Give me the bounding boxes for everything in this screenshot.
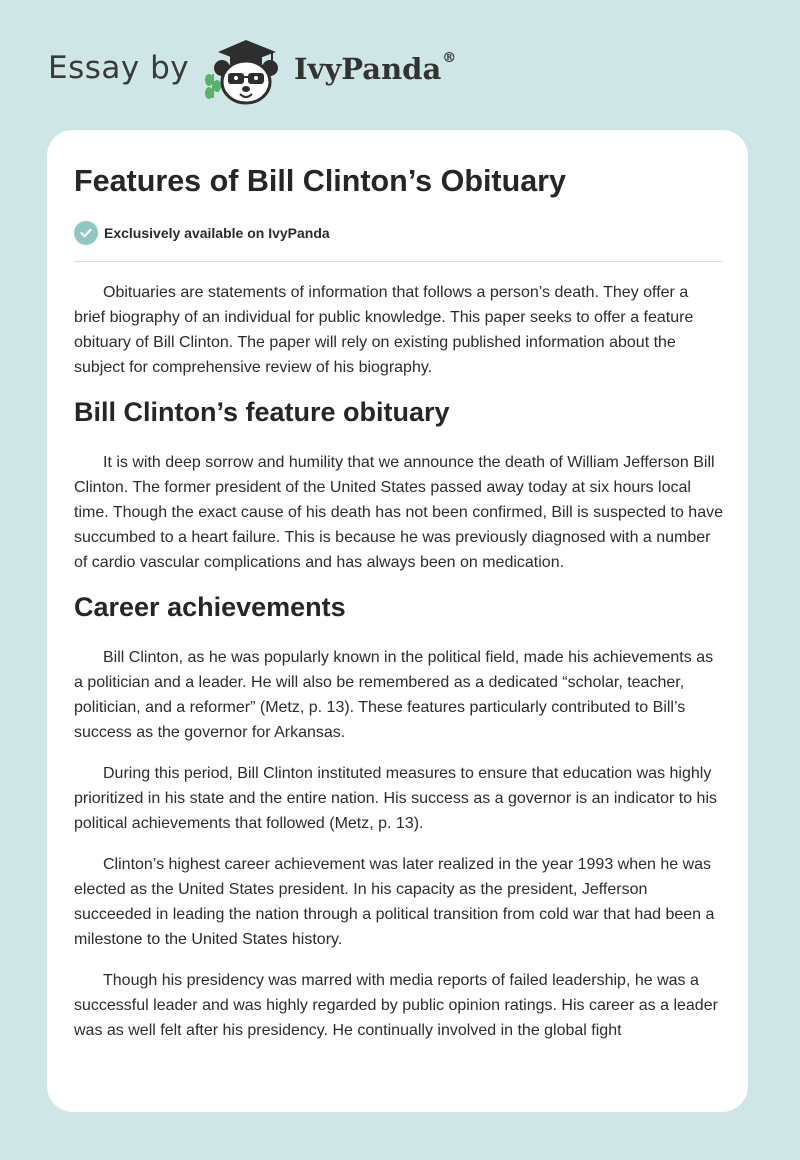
paragraph: Though his presidency was marred with media reports of failed leadership, he was a successful leader and was highly regarded by public opinion ratings. His career as a leader was as well felt after his presidency. He continually involved in the global fight (74, 972, 718, 1039)
article-body (74, 280, 723, 1059)
badge-label: Exclusively available on IvyPanda (104, 225, 330, 241)
section-heading-career-achievements: Career achievements (74, 592, 346, 622)
brand-prefix: Essay by (48, 50, 190, 86)
check-circle-icon (74, 221, 98, 245)
paragraph: Clinton’s highest career achievement was later realized in the year 1993 when he was elected as the United States president. In his capacity as the president, Jefferson succeeded in leading the nation through a political transition from cold war that had been a milestone to the United States history. (74, 856, 715, 948)
paragraph: It is with deep sorrow and humility that we announce the death of William Jefferson Bill Clinton. The former president of the United States passed away today at six hours local time. Though the exact cause of his death has not been confirmed, Bill is suspected to have succumbed to a heart failure. This is because he was previously diagnosed with a number of cardio vascular complications and has always been on medication. (74, 454, 723, 571)
divider (74, 261, 723, 262)
page-title: Features of Bill Clinton’s Obituary (74, 164, 567, 198)
site-header (0, 0, 800, 130)
paragraph: During this period, Bill Clinton instituted measures to ensure that education was highly prioritized in his state and the entire nation. His success as a governor is an indicator to his political achievements that followed (Metz, p. 13). (74, 765, 717, 832)
article-card (47, 130, 748, 1112)
section-heading-feature-obituary: Bill Clinton’s feature obituary (74, 397, 450, 427)
intro-paragraph: Obituaries are statements of information that follows a person’s death. They offer a brief biography of an individual for public knowledge. This paper seeks to offer a feature obituary of Bill Clinton. The paper will rely on existing published information about the subject for comprehensive review of his biography. (74, 284, 694, 376)
registered-mark: ® (442, 50, 457, 66)
panda-logo-icon[interactable] (200, 36, 292, 108)
paragraph: Bill Clinton, as he was popularly known in the political field, made his achievements as a politician and a leader. He will also be remembered as a dedicated “scholar, teacher, politician, and a reformer” (Metz, p. 13). These features particularly contributed to Bill’s success as the governor for Arkansas. (74, 649, 714, 741)
exclusive-badge (74, 221, 330, 245)
brand-name-text: IvyPanda (294, 52, 442, 86)
brand-name[interactable] (294, 52, 456, 86)
